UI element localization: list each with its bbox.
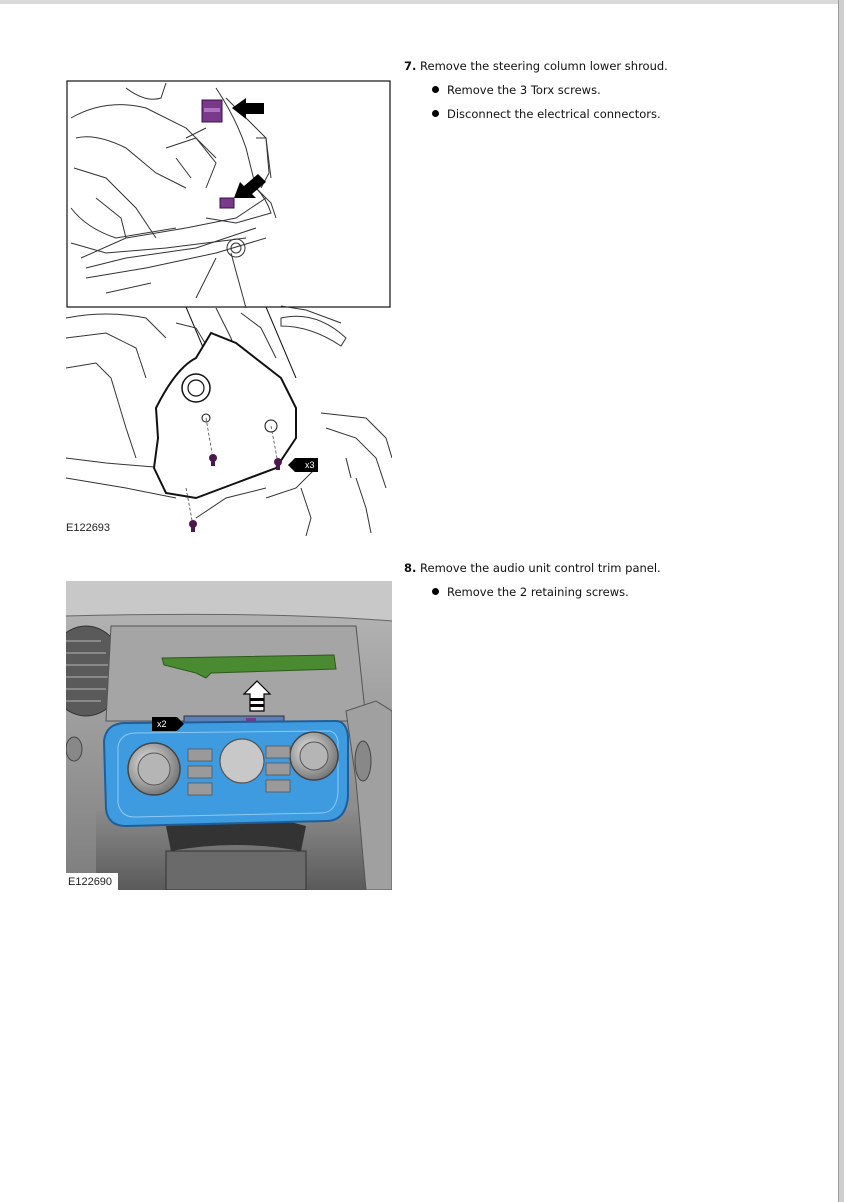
step-7-bullet-1-text: Remove the 3 Torx screws. <box>447 83 601 97</box>
center-button <box>220 739 264 783</box>
step-8-title: Remove the audio unit control trim panel. <box>420 561 661 575</box>
step-7-bullet-2 <box>432 107 661 121</box>
step-7-bullet-1 <box>432 83 601 97</box>
step-8-bullet-1 <box>432 585 629 599</box>
bullet-dot-icon <box>432 86 439 93</box>
electrical-connector-lower <box>220 198 234 208</box>
bullet-dot-icon <box>432 110 439 117</box>
screw-count-callout: x3 <box>295 458 318 472</box>
step-7-title: Remove the steering column lower shroud. <box>420 59 668 73</box>
screw-count-callout: x2 <box>152 717 177 731</box>
figure-audio-trim-panel <box>66 581 392 890</box>
step-7-number: 7. <box>404 59 417 73</box>
figure-id-E122693: E122693 <box>66 522 111 534</box>
step-7-heading <box>404 59 668 73</box>
figure-id-E122690: E122690 <box>68 876 113 888</box>
figure-steering-shroud <box>66 78 392 536</box>
audio-trim-illustration <box>66 581 392 890</box>
page-top-edge <box>0 0 844 4</box>
page-right-edge <box>838 0 844 1202</box>
bullet-dot-icon <box>432 588 439 595</box>
step-8-bullet-1-text: Remove the 2 retaining screws. <box>447 585 629 599</box>
step-7-bullet-2-text: Disconnect the electrical connectors. <box>447 107 661 121</box>
steering-shroud-illustration <box>66 78 392 536</box>
step-8-number: 8. <box>404 561 417 575</box>
step-8-heading <box>404 561 661 575</box>
